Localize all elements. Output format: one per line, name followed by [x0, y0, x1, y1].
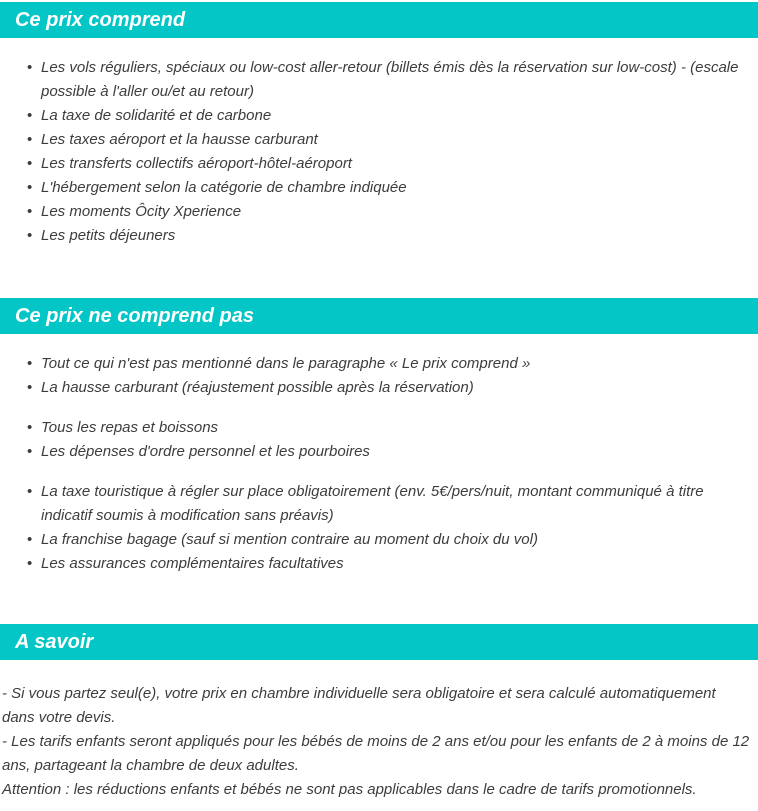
- section-title-notes: A savoir: [0, 624, 758, 660]
- section-spacer: [0, 248, 758, 298]
- section-price-excludes: [0, 298, 758, 576]
- price-includes-body: [0, 38, 758, 248]
- list-item: • Les transferts collectifs aéroport-hôtel-aéroport: [41, 152, 748, 176]
- list-item: • Les petits déjeuners: [41, 224, 748, 248]
- list-item: • Tout ce qui n'est pas mentionné dans le paragraphe « Le prix comprend »: [41, 352, 748, 376]
- price-excludes-list-group-2: [10, 416, 748, 464]
- list-item: • La hausse carburant (réajustement possible après la réservation): [41, 376, 748, 400]
- list-item: • La taxe de solidarité et de carbone: [41, 104, 748, 128]
- list-item: • Les moments Ôcity Xperience: [41, 200, 748, 224]
- list-item: • Les taxes aéroport et la hausse carburant: [41, 128, 748, 152]
- list-item: • L'hébergement selon la catégorie de chambre indiquée: [41, 176, 748, 200]
- list-item: • La taxe touristique à régler sur place obligatoirement (env. 5€/pers/nuit, montant communiqué à titre indicatif soumis à modification sans préavis): [41, 480, 748, 528]
- note-paragraph: - Les tarifs enfants seront appliqués pour les bébés de moins de 2 ans et/ou pour les enfants de 2 à moins de 12 ans, partageant la chambre de deux adultes.: [2, 733, 750, 774]
- list-item: • Tous les repas et boissons: [41, 416, 748, 440]
- section-spacer: [0, 576, 758, 624]
- section-price-includes: [0, 2, 758, 248]
- price-excludes-list-group-3: [10, 480, 748, 576]
- price-excludes-body: [0, 334, 758, 576]
- note-paragraph: - Si vous partez seul(e), votre prix en chambre individuelle sera obligatoire et sera calculé automatiquement dans votre devis.: [2, 685, 716, 726]
- section-notes: [0, 624, 758, 802]
- list-item: • Les assurances complémentaires facultatives: [41, 552, 748, 576]
- list-item: • Les vols réguliers, spéciaux ou low-cost aller-retour (billets émis dès la réservation sur low-cost) - (escale possible à l'aller ou/et au retour): [41, 56, 748, 104]
- note-paragraph: Attention : les réductions enfants et bébés ne sont pas applicables dans le cadre de tarifs promotionnels.: [2, 781, 697, 798]
- price-includes-list: [10, 56, 748, 248]
- section-title-price-includes: Ce prix comprend: [0, 2, 758, 38]
- notes-body: [0, 660, 758, 802]
- section-title-price-excludes: Ce prix ne comprend pas: [0, 298, 758, 334]
- list-item: • Les dépenses d'ordre personnel et les pourboires: [41, 440, 748, 464]
- list-item: • La franchise bagage (sauf si mention contraire au moment du choix du vol): [41, 528, 748, 552]
- price-excludes-list-group-1: [10, 352, 748, 400]
